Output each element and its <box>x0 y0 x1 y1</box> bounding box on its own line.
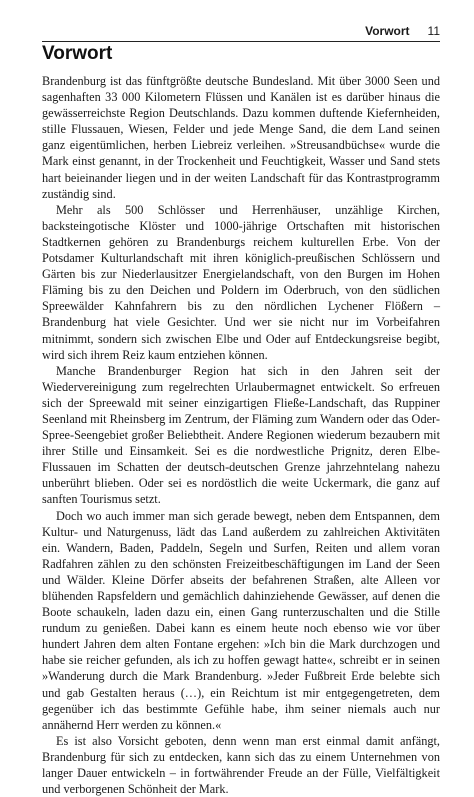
paragraph-5: Es ist also Vorsicht geboten, denn wenn man erst einmal damit anfängt, Brandenburg für sich zu entdecken, kann sich das zu einem Unternehmen von langer Dauer entwickeln – in fortwährender Freude an der Fülle, Vielfältigkeit und verborgenen Schönheit der Mark. <box>42 733 440 797</box>
body-text <box>42 73 440 797</box>
running-header <box>42 22 440 40</box>
paragraph-4: Doch wo auch immer man sich gerade bewegt, neben dem Entspannen, dem Kultur- und Naturgenuss, lädt das Land außerdem zu zahlreichen Aktivitäten ein. Wandern, Baden, Paddeln, Segeln und Surfen, Reiten und allem voran Radfahren zählen zu den schönsten Freizeitbeschäftigungen im Land der Seen und Wälder. Kleine Dörfer abseits der befahrenen Straßen, alte Alleen vor blühenden Rapsfeldern und gemächlich dahinziehende Gewässer, auf denen die Boote schaukeln, laden dazu ein, einen Gang runterzuschalten und die Stille rundum zu genießen. Dabei kann es einem heute noch ebenso wie vor über hundert Jahren dem alten Fontane ergehen: »Ich bin die Mark durchzogen und habe sie reicher gefunden, als ich zu hoffen gewagt hatte«, schreibt er in seinen »Wanderung durch die Mark Brandenburg. »Jeder Fußbreit Erde belebte sich und gab Gestalten heraus (…), ein Reichtum ist mir entgegengetreten, dem gegenüber ich das bestimmte Gefühle habe, ihm seiner niemals auch nur annähernd Herr werden zu können.« <box>42 508 440 732</box>
paragraph-2: Mehr als 500 Schlösser und Herrenhäuser, unzählige Kirchen, backsteingotische Klöster und 1000-jährige Ortschaften mit historischen Stadtkernen gehören zu Brandenburgs reichem kulturellen Erbe. Von der Potsdamer Kulturlandschaft mit ihren königlich-preußischen Schlössern und Gärten bis zur Niederlausitzer Energielandschaft, von den Burgen im Hohen Fläming bis zu den Deichen und Poldern im Oderbruch, von den südlichen Spreewälder Kahnfahrern bis zu den nördlichen Lychener Flößern – Brandenburg hat viele Gesichter. Und wer sie nicht nur im Vorbeifahren mitnimmt, sondern sich zwischen Elbe und Oder auf Entdeckungsreise begibt, wird sich ihrem Reiz kaum entziehen können. <box>42 202 440 362</box>
page-number: 11 <box>427 24 440 38</box>
running-header-section: Vorwort <box>365 24 410 38</box>
paragraph-3: Manche Brandenburger Region hat sich in den Jahren seit der Wiedervereinigung zum regelrechten Urlaubermagnet entwickelt. So erfreuen sich der Spreewald mit seiner einzigartigen Fließe-Landschaft, das Ruppiner Seenland mit Rheinsberg im Zentrum, der Fläming zum Wandern oder das Oder-Spree-Seengebiet großer Beliebtheit. Andere Regionen wiederum bezaubern mit ihrer Stille und Einsamkeit. Sei es die nordwestliche Prignitz, deren Elbe-Flussauen im Schatten der deutsch-deutschen Grenze jahrzehntelang nahezu unberührt blieben. Oder sei es nordöstlich die weite Uckermark, die ganz auf sanften Tourismus setzt. <box>42 363 440 507</box>
paragraph-1: Brandenburg ist das fünftgrößte deutsche Bundesland. Mit über 3000 Seen und sagenhaften 33 000 Kilometern Flüssen und Kanälen ist es darüber hinaus die gewässerreichste Region Deutschlands. Dazu kommen duftende Kiefernheiden, stille Flussauen, Wiesen, Felder und jede Menge Sand, die dem Land seinen ganz eigentümlichen, herben Liebreiz verleihen. »Streusandbüchse« wurde die Mark einst genannt, in der Trockenheit und Feuchtigkeit, Wasser und Sand stets hart beieinander liegen und in der weiten Landschaft für das Kontrastprogramm zuständig sind. <box>42 74 440 201</box>
chapter-title: Vorwort <box>42 43 113 64</box>
